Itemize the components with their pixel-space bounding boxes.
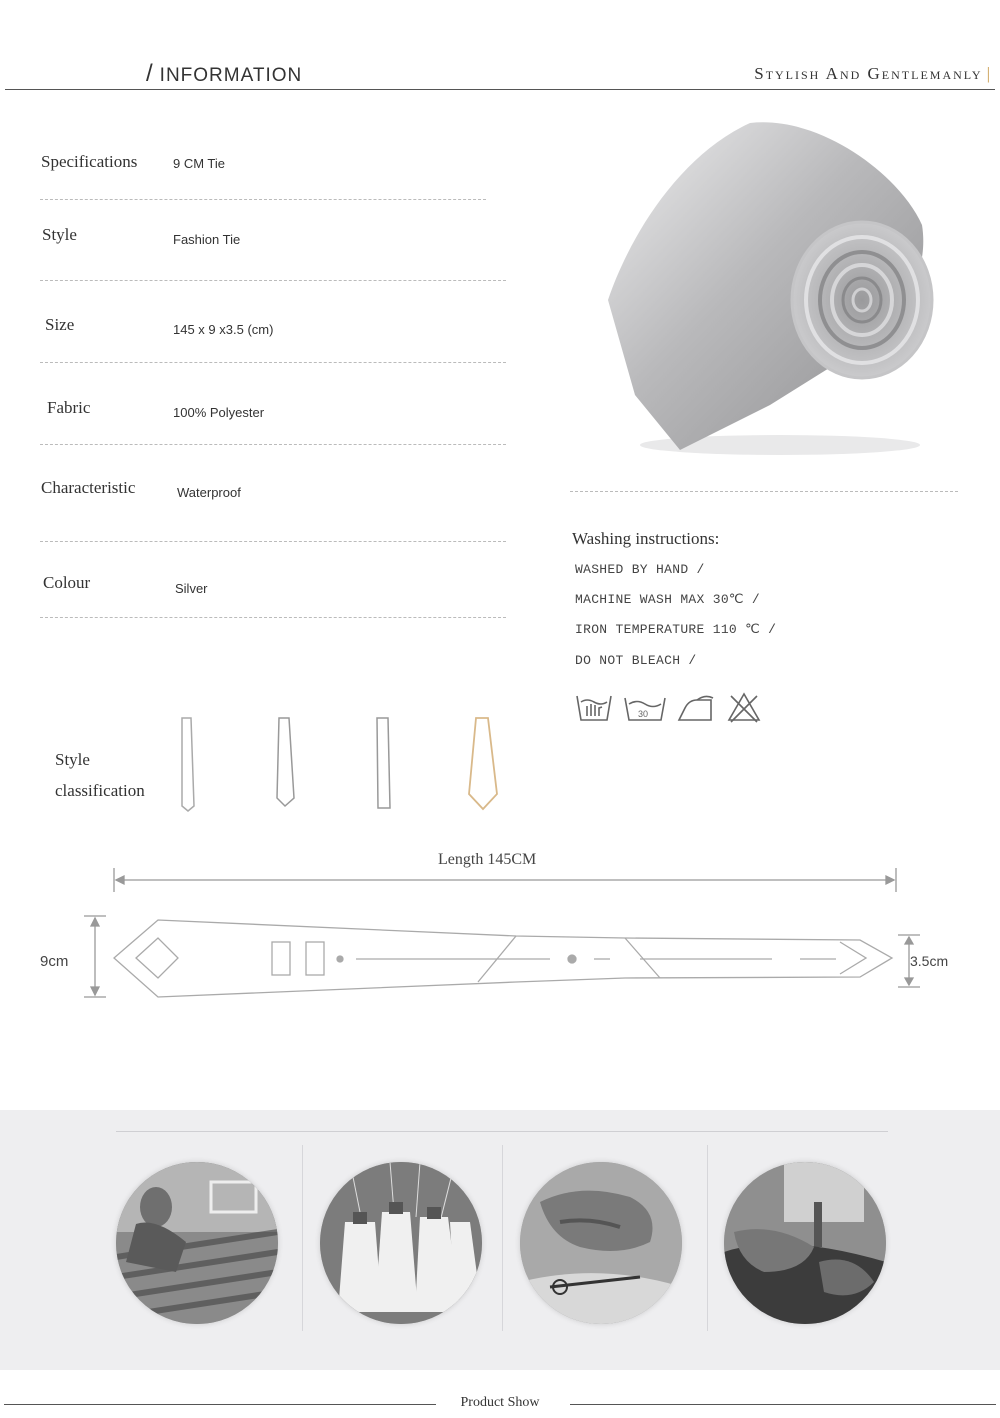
- iron-icon: [679, 696, 713, 720]
- footer-line-right: [570, 1404, 996, 1405]
- tie-length-diagram: [80, 860, 920, 1010]
- tie-shape-slim: [182, 718, 194, 811]
- product-show-label: Product Show: [460, 1395, 540, 1410]
- care-icons: [575, 690, 765, 726]
- tagline: Stylish And Gentlemanly |: [754, 64, 992, 83]
- band-top-line: [116, 1131, 888, 1132]
- washing-line: IRON TEMPERATURE 110 ℃ /: [575, 622, 777, 637]
- row-divider: [40, 541, 506, 542]
- photo-divider: [302, 1145, 303, 1331]
- row-divider: [40, 444, 506, 445]
- tagline-text: Stylish And Gentlemanly: [754, 64, 983, 83]
- style-classification-line1: Style: [55, 750, 90, 769]
- spec-value-size: 145 x 9 x3.5 (cm): [173, 322, 274, 337]
- section-title-text: INFORMATION: [159, 65, 303, 86]
- spec-label-colour: Colour: [43, 573, 91, 592]
- washing-title: Washing instructions:: [572, 529, 720, 548]
- style-classification-shapes: [170, 712, 510, 816]
- image-divider: [570, 491, 958, 492]
- style-classification-line2: classification: [55, 781, 145, 800]
- spec-value-fabric: 100% Polyester: [173, 405, 265, 420]
- washing-line: MACHINE WASH MAX 30℃ /: [575, 592, 761, 607]
- row-divider: [40, 280, 506, 281]
- tie-product-image: [600, 115, 940, 465]
- row-divider: [40, 362, 506, 363]
- spec-label-characteristic: Characteristic: [41, 478, 136, 497]
- washing-line: DO NOT BLEACH /: [575, 653, 697, 668]
- spec-value-colour: Silver: [175, 581, 208, 596]
- wide-end-width-label: 9cm: [40, 953, 69, 970]
- style-classification-label: [55, 744, 145, 806]
- section-title: / INFORMATION: [146, 60, 303, 87]
- machine-wash-30-icon: [625, 698, 665, 720]
- photo-sewing-machine-stitching: [724, 1162, 886, 1324]
- photo-worker-cutting-fabric: [116, 1162, 278, 1324]
- row-divider: [40, 617, 506, 618]
- photo-thread-spools: [320, 1162, 482, 1324]
- photo-divider: [707, 1145, 708, 1331]
- svg-text:30: 30: [638, 709, 649, 719]
- no-bleach-icon: [729, 694, 759, 722]
- tie-shape-wide: [469, 718, 497, 809]
- tie-shape-square-end: [377, 718, 390, 808]
- hand-wash-icon: [577, 696, 611, 720]
- photo-divider: [502, 1145, 503, 1331]
- spec-value-characteristic: Waterproof: [177, 485, 241, 500]
- spec-label-style: Style: [42, 225, 77, 244]
- spec-value-specifications: 9 CM Tie: [173, 156, 226, 171]
- narrow-end-width-label: 3.5cm: [910, 953, 949, 969]
- spec-label-fabric: Fabric: [47, 398, 91, 417]
- spec-label-size: Size: [45, 315, 75, 334]
- spec-value-style: Fashion Tie: [173, 232, 241, 247]
- header-divider: [5, 89, 995, 90]
- washing-line: WASHED BY HAND /: [575, 562, 705, 577]
- length-label: Length 145CM: [438, 851, 537, 868]
- photo-hand-cutting-with-scissors: [520, 1162, 682, 1324]
- tie-shape-standard: [277, 718, 294, 806]
- spec-label-specifications: Specifications: [41, 152, 138, 171]
- row-divider: [40, 199, 486, 200]
